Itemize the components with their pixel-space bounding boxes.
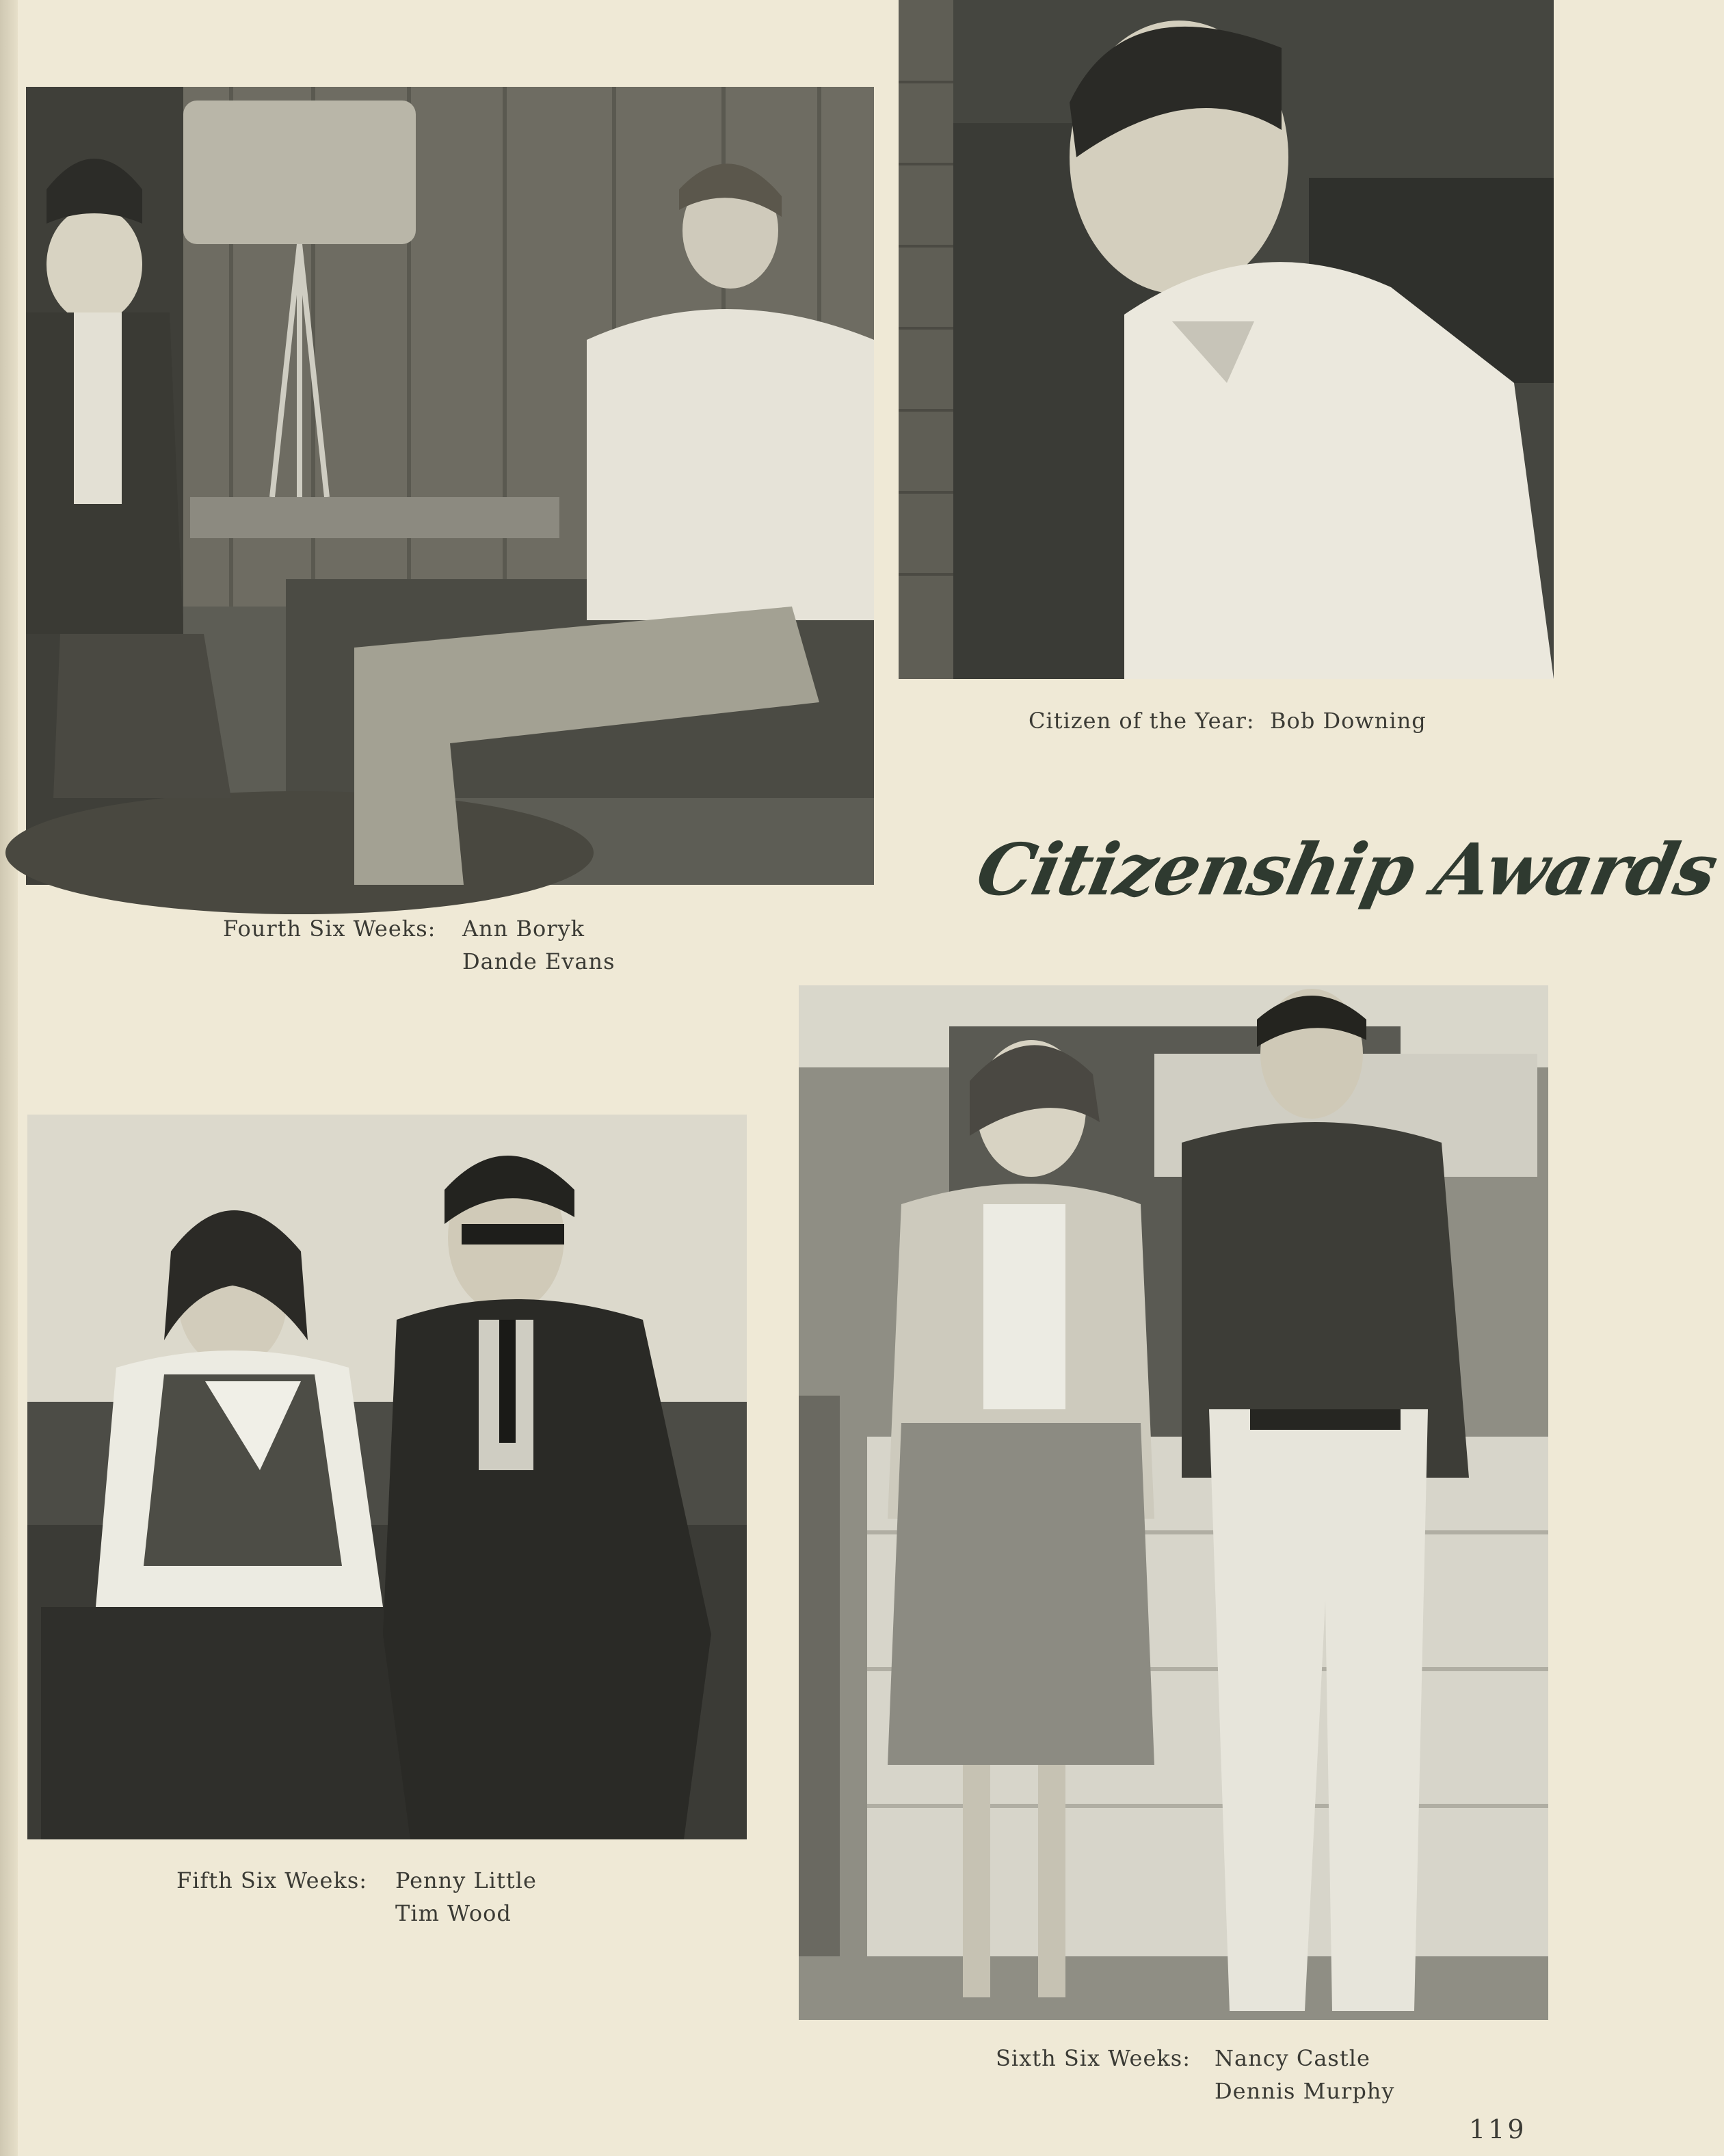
award-recipient-name: Tim Wood	[395, 1900, 512, 1926]
photo-fourth-six-weeks	[26, 87, 874, 885]
page-binding-edge	[0, 0, 18, 2156]
award-recipient-name: Dennis Murphy	[1215, 2078, 1395, 2104]
page-heading: Citizenship Awards	[969, 827, 1724, 911]
photo-fifth-six-weeks	[27, 1115, 747, 1839]
caption-names	[462, 912, 615, 978]
caption-citizen-text: Citizen of the Year: Bob Downing	[1029, 708, 1427, 734]
award-recipient-name: Penny Little	[395, 1867, 537, 1893]
caption-names	[1215, 2042, 1394, 2107]
photo-sixth-six-weeks	[799, 985, 1548, 2020]
caption-label: Sixth Six Weeks:	[996, 2045, 1191, 2071]
caption-citizen-of-the-year	[1029, 704, 1453, 738]
award-recipient-name: Ann Boryk	[462, 916, 585, 942]
caption-fourth-six-weeks	[223, 912, 633, 981]
caption-fifth-six-weeks	[176, 1864, 587, 1932]
caption-label: Fifth Six Weeks:	[176, 1867, 368, 1893]
page-number: 119	[1469, 2114, 1527, 2144]
caption-names	[395, 1864, 537, 1930]
photo-citizen-of-the-year	[899, 0, 1554, 679]
award-recipient-name: Dande Evans	[462, 948, 615, 974]
caption-sixth-six-weeks	[996, 2042, 1474, 2110]
caption-label: Fourth Six Weeks:	[223, 916, 436, 942]
award-recipient-name: Nancy Castle	[1215, 2045, 1370, 2071]
